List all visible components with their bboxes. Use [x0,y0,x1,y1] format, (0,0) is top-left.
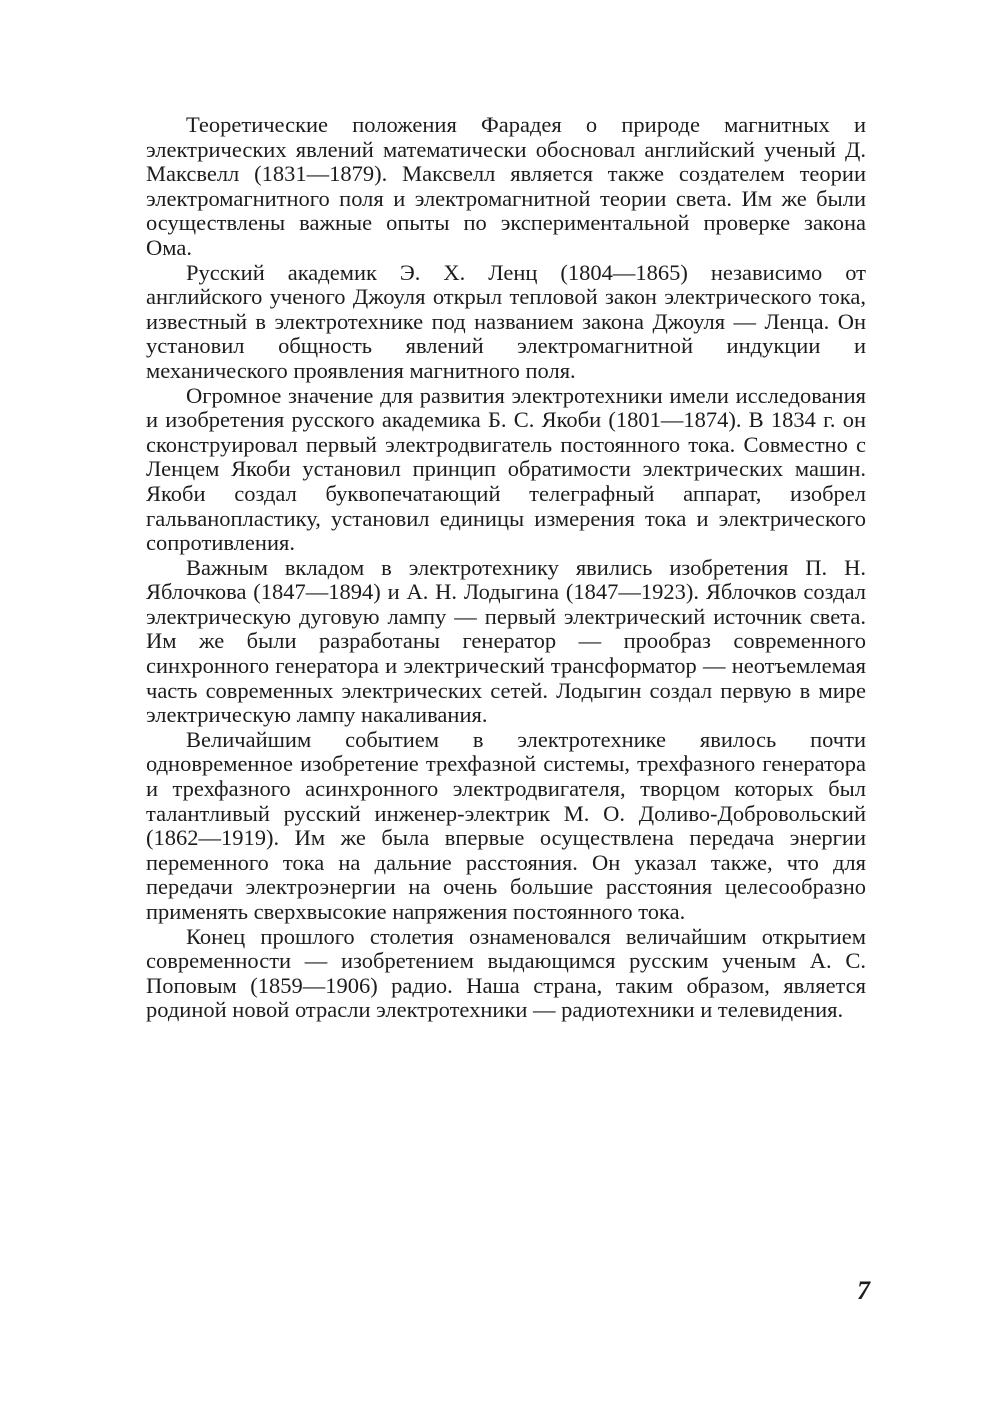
paragraph-popov: Конец прошлого столетия ознаменовался величайшим открытием современности — изобретением выдающимся русским ученым А. С. Поповым (1859—1906) радио. Наша страна, таким образом, является родиной новой отрасли электротехники — радиотехники и телевидения. [146,923,866,1023]
paragraph-maxwell: Теоретические положения Фарадея о природе магнитных и электрических явлений математически обосновал английский ученый Д. Максвелл (1831—1879). Максвелл является также создателем теории электромагнитного поля и электромагнитной теории света. Им же были осуществлены важные опыты по экспериментальной проверке закона Ома. [146,112,866,260]
page-number: 7 [857,1276,870,1305]
paragraph-jacobi: Огромное значение для развития электротехники имели исследования и изобретения русского академика Б. С. Якоби (1801—1874). В 1834 г. он сконструировал первый электродвигатель постоянного тока. Совместно с Ленцем Якоби установил принцип обратимости электрических машин. Якоби создал буквопечатающий телеграфный аппарат, изобрел гальванопластику, установил единицы измерения тока и электрического сопротивления. [146,382,866,556]
paragraph-dolivo-dobrovolsky: Величайшим событием в электротехнике явилось почти одновременное изобретение трехфазной системы, трехфазного генератора и трехфазного асинхронного электродвигателя, творцом которых был талантливый русский инженер-электрик М. О. Доливо-Добровольский (1862—1919). Им же была впервые осуществлена передача энергии переменного тока на дальние расстояния. Он указал также, что для передачи электроэнергии на очень большие расстояния целесообразно применять сверхвысокие напряжения постоянного тока. [146,726,866,924]
paragraph-yablochkov: Важным вкладом в электротехнику явились изобретения П. Н. Яблочкова (1847—1894) и А. Н. Лодыгина (1847—1923). Яблочков создал электрическую дуговую лампу — первый электрический источник света. Им же были разработаны генератор — прообраз современного синхронного генератора и электрический трансформатор — неотъемлемая часть современных электрических сетей. Лодыгин создал первую в мире электрическую лампу накаливания. [146,554,866,728]
paragraph-lenz: Русский академик Э. Х. Ленц (1804—1865) независимо от английского ученого Джоуля открыл тепловой закон электрического тока, известный в электротехнике под названием закона Джоуля — Ленца. Он установил общность явлений электромагнитной индукции и механического проявления магнитного поля. [146,259,866,383]
body-text [146,113,866,1023]
